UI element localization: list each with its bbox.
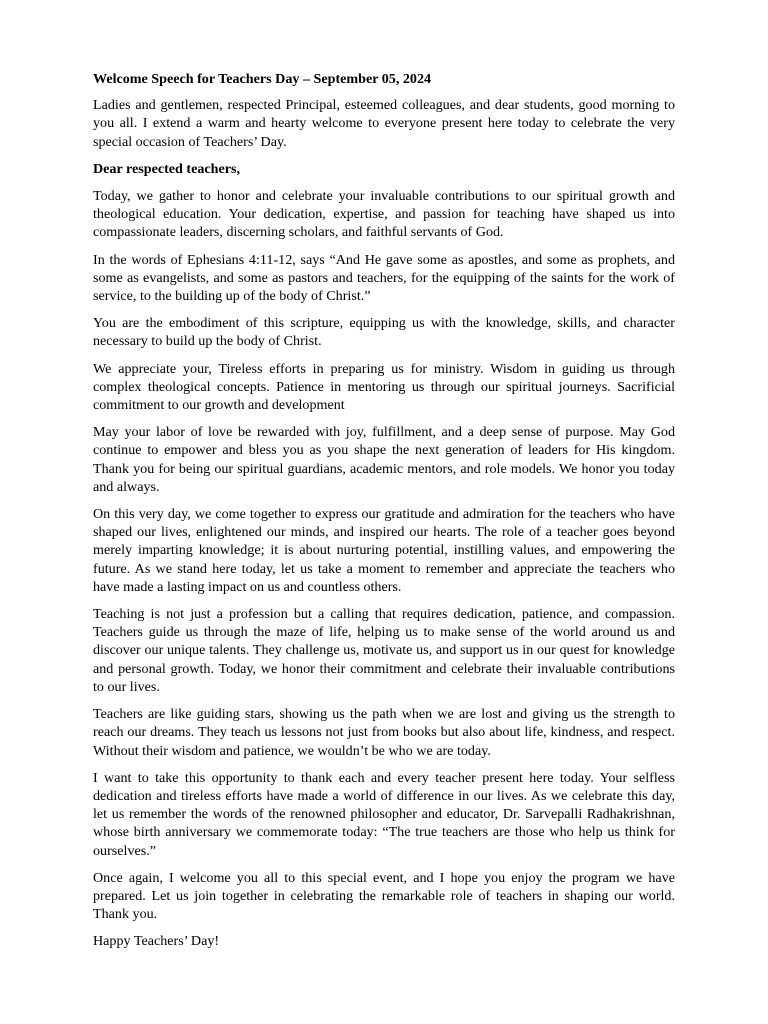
document-title: Welcome Speech for Teachers Day – September 05, 2024 <box>93 71 432 87</box>
body-paragraph: Today, we gather to honor and celebrate your invaluable contributions to our spiritual growth and theological education. Your dedication, expertise, and passion for teaching have shaped us into compassionate leaders, discerning scholars, and faithful servants of God. <box>93 188 675 241</box>
body-paragraph: We appreciate your, Tireless efforts in preparing us for ministry. Wisdom in guiding us through complex theological concepts. Patience in mentoring us through our spiritual journeys. Sacrificial commitment to our growth and development <box>93 360 675 414</box>
opening-paragraph: Ladies and gentlemen, respected Principal, esteemed colleagues, and dear students, good morning to you all. I extend a warm and hearty welcome to everyone present here today to celebrate the very special occasion of Teachers’ Day. <box>93 97 675 150</box>
closing-line: Happy Teachers’ Day! <box>93 933 220 950</box>
body-paragraph: Teaching is not just a profession but a calling that requires dedication, patience, and compassion. Teachers guide us through the maze of life, helping us to make sense of the world around us and discover our unique talents. They challenge us, motivate us, and support us in our quest for knowledge and personal growth. Today, we honor their commitment and celebrate their invaluable contributions to our lives. <box>93 606 675 695</box>
body-paragraph: I want to take this opportunity to thank each and every teacher present here today. Your selfless dedication and tireless efforts have made a world of difference in our lives. As we celebrate this day, let us remember the words of the renowned philosopher and educator, Dr. Sarvepalli Radhakrishnan, whose birth anniversary we commemorate today: “The true teachers are those who help us think for ourselves.” <box>93 769 675 859</box>
body-paragraph: Teachers are like guiding stars, showing us the path when we are lost and giving us the strength to reach our dreams. They teach us lessons not just from books but also about life, kindness, and respect. Without their wisdom and patience, we wouldn’t be who we are today. <box>93 706 675 759</box>
body-paragraph: In the words of Ephesians 4:11-12, says “And He gave some as apostles, and some as prophets, and some as evangelists, and some as pastors and teachers, for the equipping of the saints for the work of service, to the building up of the body of Christ.” <box>93 251 675 305</box>
document-page <box>93 70 675 951</box>
body-paragraph: Once again, I welcome you all to this special event, and I hope you enjoy the program we have prepared. Let us join together in celebrating the remarkable role of teachers in shaping our world. Thank you. <box>93 869 675 923</box>
body-paragraph: You are the embodiment of this scripture, equipping us with the knowledge, skills, and character necessary to build up the body of Christ. <box>93 315 675 350</box>
salutation: Dear respected teachers, <box>93 160 241 177</box>
body-paragraph: May your labor of love be rewarded with joy, fulfillment, and a deep sense of purpose. May God continue to empower and bless you as you shape the next generation of leaders for His kingdom. Thank you for being our spiritual guardians, academic mentors, and role models. We honor you today and always. <box>93 424 675 495</box>
body-paragraph: On this very day, we come together to express our gratitude and admiration for the teachers who have shaped our lives, enlightened our minds, and inspired our hearts. The role of a teacher goes beyond merely imparting knowledge; it is about nurturing potential, instilling values, and empowering the future. As we stand here today, let us take a moment to remember and appreciate the teachers who have made a lasting impact on us and countless others. <box>93 506 675 595</box>
